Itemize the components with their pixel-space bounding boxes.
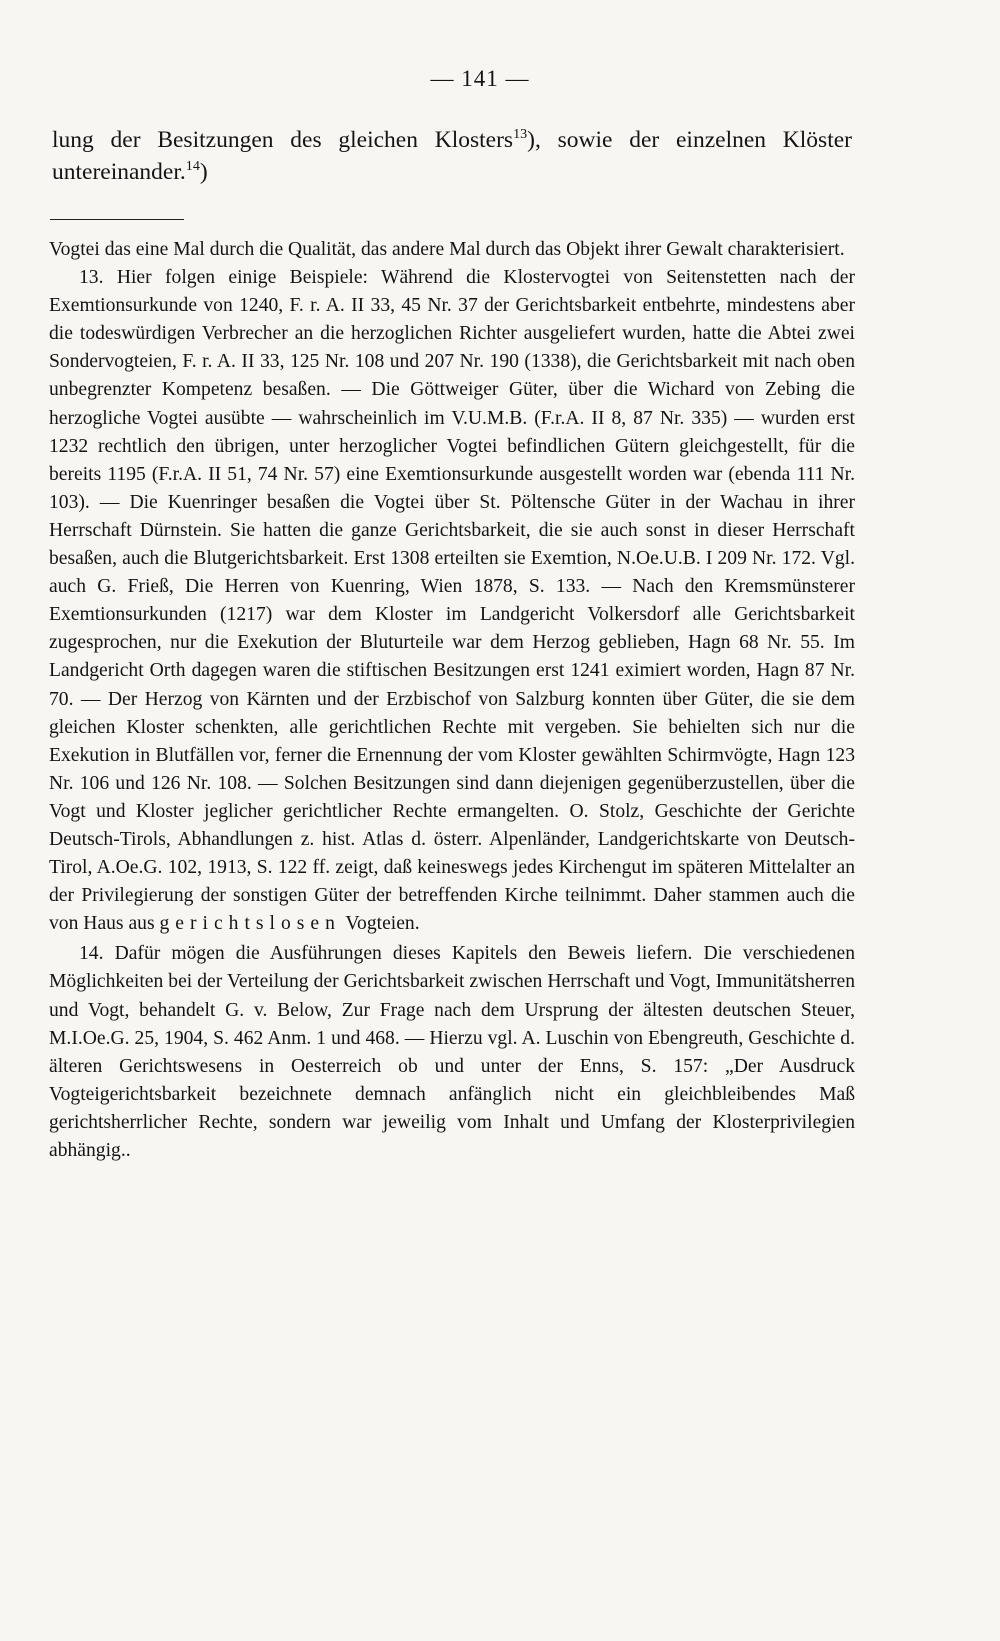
- footnote-13-text: 13. Hier folgen einige Beispiele: Während die Klostervogtei von Seitenstetten nach der Exemtionsurkunde von 1240, F. r. A. II 33, 45 Nr. 37 der Gerichtsbarkeit entbehrte, mindestens aber die todeswürdigen Verbrecher an die herzoglichen Richter ausgeliefert wurden, hatte die Abtei zwei Sondervogteien, F. r. A. II 33, 125 Nr. 108 und 207 Nr. 190 (1338), die Gerichtsbarkeit mit nach oben unbegrenzter Kompetenz besaßen. — Die Göttweiger Güter, über die Wichard von Zebing die herzogliche Vogtei ausübte — wahrscheinlich im V.U.M.B. (F.r.A. II 8, 87 Nr. 335) — wurden erst 1232 rechtlich den übrigen, unter herzoglicher Vogtei befindlichen Gütern gleichgestellt, für die bereits 1195 (F.r.A. II 51, 74 Nr. 57) eine Exemtionsurkunde ausgestellt worden war (ebenda 111 Nr. 103). — Die Kuenringer besaßen die Vogtei über St. Pöltensche Güter in der Wachau in ihrer Herrschaft Dürnstein. Sie hatten die ganze Gerichtsbarkeit, die sie auch sonst in dieser Herrschaft besaßen, auch die Blutgerichtsbarkeit. Erst 1308 erteilten sie Exemtion, N.Oe.U.B. I 209 Nr. 172. Vgl. auch G. Frieß, Die Herren von Kuenring, Wien 1878, S. 133. — Nach den Kremsmünsterer Exemtionsurkunden (1217) war dem Kloster im Landgericht Volkersdorf alle Gerichtsbarkeit zugesprochen, nur die Exekution der Bluturteile war dem Herzog geblieben, Hagn 68 Nr. 55. Im Landgericht Orth dagegen waren die stiftischen Besitzungen erst 1241 eximiert worden, Hagn 87 Nr. 70. — Der Herzog von Kärnten und der Erzbischof von Salzburg konnten über Güter, die sie dem gleichen Kloster schenkten, alle gerichtlichen Rechte mit vergeben. Sie behielten sich nur die Exekution in Blutfällen vor, ferner die Ernennung der vom Kloster gewählten Schirmvögte, Hagn 123 Nr. 106 und 126 Nr. 108. — Solchen Besitzungen sind dann diejenigen gegenüberzustellen, über die Vogt und Kloster jeglicher gerichtlicher Rechte ermangelten. O. Stolz, Geschichte der Gerichte Deutsch-Tirols, Abhandlungen z. hist. Atlas d. österr. Alpenländer, Landgerichtskarte von Deutsch-Tirol, A.Oe.G. 102, 1913, S. 122 ff. zeigt, daß keineswegs jedes Kirchengut im späteren Mittelalter an der Privilegierung der sonstigen Güter der betreffenden Kirche teilnimmt. Daher stammen auch die von Haus aus: [49, 267, 855, 935]
- main-text-part3: ): [199, 159, 208, 185]
- footnote-ref-13: 13: [513, 126, 528, 143]
- footnote-13: [49, 264, 855, 938]
- page-number: — 141 —: [430, 66, 530, 91]
- footnotes: [49, 236, 855, 1165]
- main-text-part1: lung der Besitzungen des gleichen Klosters: [52, 127, 514, 153]
- main-text: [52, 124, 852, 188]
- footnote-continuation: Vogtei das eine Mal durch die Qualität, das andere Mal durch das Objekt ihrer Gewalt charakterisiert.: [49, 239, 845, 260]
- main-text-part2: ), sowie der einzelnen Klöster untereinander.: [52, 127, 852, 185]
- footnote-ref-14: 14: [185, 158, 200, 175]
- footnote-13-end: Vogteien.: [340, 913, 420, 935]
- footnote-separator: [50, 219, 184, 220]
- footnote-14: 14. Dafür mögen die Ausführungen dieses Kapitels den Beweis liefern. Die verschiedenen Möglichkeiten bei der Verteilung der Gerichtsbarkeit zwischen Herrschaft und Vogt, Immunitätsherren und Vogt, behandelt G. v. Below, Zur Frage nach dem Ursprung der ältesten deutschen Steuer, M.I.Oe.G. 25, 1904, S. 462 Anm. 1 und 468. — Hierzu vgl. A. Luschin von Ebengreuth, Geschichte d. älteren Gerichtswesens in Oesterreich ob und unter der Enns, S. 157: „Der Ausdruck Vogteigerichtsbarkeit bezeichnete demnach anfänglich nicht ein gleichbleibendes Maß gerichtsherrlicher Rechte, sondern war jeweilig vom Inhalt und Umfang der Klosterprivilegien abhängig..: [49, 943, 855, 1161]
- footnote-13-spaced-word: gerichtslosen: [159, 913, 341, 935]
